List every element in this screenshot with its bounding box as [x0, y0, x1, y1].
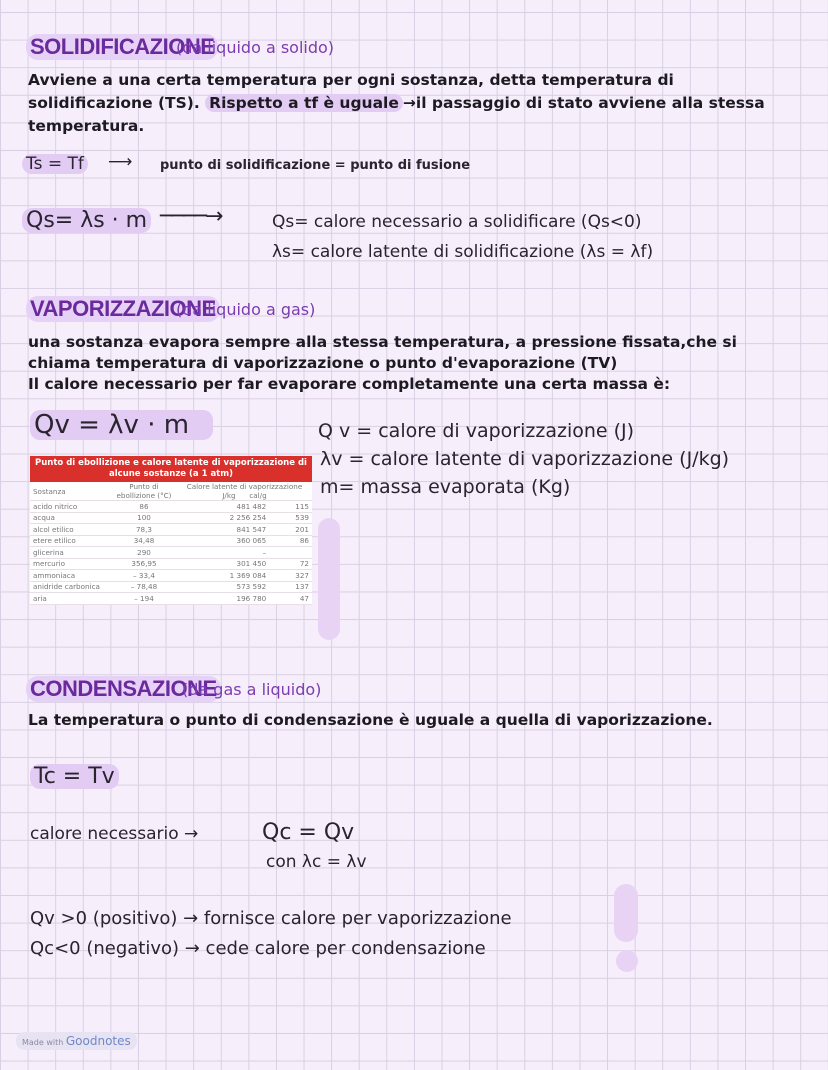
- table-cell: 78,3: [111, 524, 177, 536]
- table-title: Punto di ebollizione e calore latente di vaporizzazione di alcune sostanze (a 1 atm): [30, 456, 312, 482]
- table-row: [30, 558, 312, 570]
- highlight-mark: [318, 518, 340, 640]
- table-cell: [269, 547, 312, 559]
- table-cell: acido nitrico: [30, 501, 111, 513]
- table-row: [30, 512, 312, 524]
- formula-desc: punto di solidificazione = punto di fusione: [160, 158, 471, 173]
- table-cell: – 78,48: [111, 581, 177, 593]
- definition: λs= calore latente di solidificazione (λs = λf): [272, 242, 654, 262]
- footer-text: Made with: [22, 1038, 64, 1047]
- table-row: [30, 581, 312, 593]
- table-cell: 47: [269, 593, 312, 605]
- section-title-solidificazione: SOLIDIFICAZIONE: [26, 34, 218, 60]
- col-header: Sostanza: [30, 482, 111, 501]
- formula-qc: Qc = Qv: [262, 820, 355, 845]
- col-header-text: J/kg: [222, 491, 236, 500]
- section-title-vaporizzazione: VAPORIZZAZIONE: [26, 296, 220, 322]
- arrow-icon: ────→: [160, 204, 222, 229]
- formula-lambda: con λc = λv: [266, 852, 367, 872]
- table-cell: 72: [269, 558, 312, 570]
- formula-tc-tv: Tc = Tv: [30, 764, 119, 789]
- formula-qs: Qs= λs · m: [22, 208, 151, 233]
- text-line: Il calore necessario per far evaporare completamente una certa massa è:: [28, 375, 671, 393]
- table-cell: 539: [269, 512, 312, 524]
- table-cell: etere etilico: [30, 535, 111, 547]
- boiling-point-table: [30, 456, 312, 605]
- table-cell: acqua: [30, 512, 111, 524]
- text-line: temperatura.: [28, 117, 145, 135]
- table-cell: –: [177, 547, 269, 559]
- definition: λv = calore latente di vaporizzazione (J/kg): [320, 448, 730, 470]
- section-title-condensazione: CONDENSAZIONE: [26, 676, 221, 702]
- definition: m= massa evaporata (Kg): [320, 476, 571, 498]
- table-cell: 201: [269, 524, 312, 536]
- table-cell: 137: [269, 581, 312, 593]
- note-qc: Qc<0 (negativo) → cede calore per condensazione: [30, 938, 486, 959]
- table-cell: 2 256 254: [177, 512, 269, 524]
- table-cell: 481 482: [177, 501, 269, 513]
- table-cell: 327: [269, 570, 312, 582]
- table-cell: 86: [269, 535, 312, 547]
- table-cell: – 33,4: [111, 570, 177, 582]
- table-cell: aria: [30, 593, 111, 605]
- table-cell: ammoniaca: [30, 570, 111, 582]
- col-header: [177, 482, 312, 501]
- table-cell: mercurio: [30, 558, 111, 570]
- section-subtitle: (da liquido a gas): [176, 300, 316, 319]
- table-cell: – 194: [111, 593, 177, 605]
- text-line: una sostanza evapora sempre alla stessa temperatura, a pressione fissata,che si: [28, 333, 737, 351]
- table-cell: 290: [111, 547, 177, 559]
- col-header: Punto di ebollizione (°C): [111, 482, 177, 501]
- table-cell: 115: [269, 501, 312, 513]
- footer-brand: Goodnotes: [65, 1034, 131, 1048]
- text-line: [28, 93, 765, 114]
- table-row: [30, 547, 312, 559]
- arrow-icon: ⟶: [108, 152, 133, 172]
- definition: Qs= calore necessario a solidificare (Qs<0): [272, 212, 642, 232]
- table-cell: 196 780: [177, 593, 269, 605]
- formula-ts-tf: Ts = Tf: [22, 154, 88, 174]
- note-qv: Qv >0 (positivo) → fornisce calore per vaporizzazione: [30, 908, 512, 929]
- table-cell: 356,95: [111, 558, 177, 570]
- text-line: Avviene a una certa temperatura per ogni sostanza, detta temperatura di: [28, 71, 674, 89]
- table-cell: 573 592: [177, 581, 269, 593]
- table-row: [30, 570, 312, 582]
- formula-qv: Qv = λv · m: [30, 410, 213, 440]
- table-cell: alcol etilico: [30, 524, 111, 536]
- table-row: [30, 593, 312, 605]
- table-cell: glicerina: [30, 547, 111, 559]
- table-row: [30, 524, 312, 536]
- table-cell: 86: [111, 501, 177, 513]
- table-row: [30, 535, 312, 547]
- section-subtitle: (da gas a liquido): [182, 680, 322, 699]
- table-cell: 100: [111, 512, 177, 524]
- col-header-text: Calore latente di vaporizzazione: [186, 482, 303, 491]
- table-cell: 1 369 084: [177, 570, 269, 582]
- section-subtitle: (da liquido a solido): [176, 38, 335, 57]
- text: calore necessario →: [30, 824, 199, 844]
- definition: Q v = calore di vaporizzazione (J): [318, 420, 635, 442]
- col-header-text: cal/g: [249, 491, 267, 500]
- exclamation-dot-icon: [616, 950, 638, 972]
- highlight: Rispetto a tf è uguale: [205, 94, 403, 112]
- table-cell: 841 547: [177, 524, 269, 536]
- goodnotes-badge: [16, 1032, 137, 1050]
- text-line: chiama temperatura di vaporizzazione o punto d'evaporazione (TV): [28, 354, 618, 372]
- text-line: La temperatura o punto di condensazione è uguale a quella di vaporizzazione.: [28, 711, 713, 729]
- text: solidificazione (TS).: [28, 94, 200, 112]
- exclamation-mark-icon: [614, 884, 638, 942]
- table-cell: 34,48: [111, 535, 177, 547]
- table-row: [30, 501, 312, 513]
- table-cell: 301 450: [177, 558, 269, 570]
- table-cell: 360 065: [177, 535, 269, 547]
- text: →il passaggio di stato avviene alla stessa: [402, 94, 765, 112]
- table-cell: anidride carbonica: [30, 581, 111, 593]
